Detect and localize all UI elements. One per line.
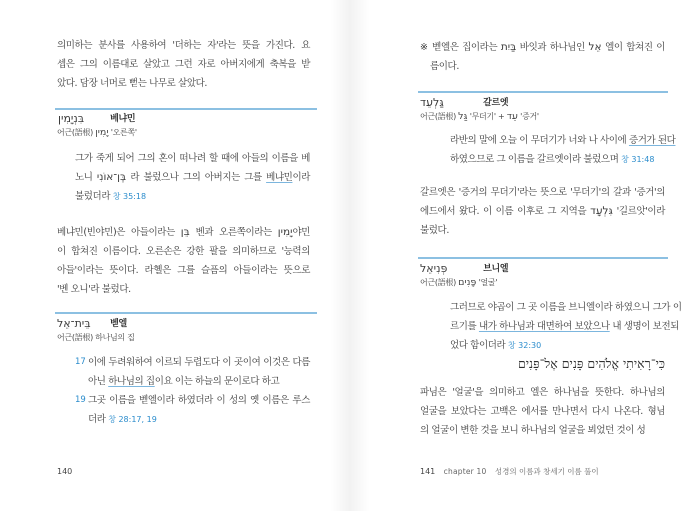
underlined-phrase: 증거가 된다 xyxy=(628,135,676,146)
text-run: 어근(語根) xyxy=(420,112,459,121)
text-run: 그곳 이름을 벧엘이라 하였더라 이 성의 옛 이름은 루스 xyxy=(88,395,310,406)
entry-korean-name: 벧엘 xyxy=(110,318,127,329)
text-run: 불렀다. xyxy=(420,225,449,236)
entry-root xyxy=(420,111,539,123)
text-run: '오른쪽' xyxy=(108,128,137,137)
scripture-quote xyxy=(75,149,310,206)
text-run: 이라 xyxy=(292,172,310,183)
underlined-phrase: 하나님의 집 xyxy=(108,376,155,387)
text-run: 아닌 xyxy=(88,376,109,387)
underlined-phrase: 베냐민 xyxy=(266,172,293,183)
text-run: 그러므로 야곱이 그 곳 이름을 브니엘이라 하였으니 그가 이 xyxy=(450,302,682,313)
text-run: 내 생명이 보전되 xyxy=(609,321,680,332)
hebrew-word: יָמִין xyxy=(95,127,109,138)
underlined-phrase: 내가 하나님과 대면하여 보았으나 xyxy=(478,321,610,332)
page-number: 141 xyxy=(420,467,436,476)
scripture-reference: 창 31:48 xyxy=(621,155,655,164)
hebrew-word: גַּל xyxy=(458,111,468,122)
text-line xyxy=(57,223,310,242)
hebrew-word: עֵד xyxy=(506,111,518,122)
text-run: 벤과 오른쪽이라는 xyxy=(189,227,278,238)
running-footer xyxy=(420,466,599,478)
entry-hebrew-name: בֵּית־אֵל xyxy=(57,316,91,330)
entry-korean-name: 브니엘 xyxy=(483,263,509,274)
entry-heading-bethel xyxy=(57,316,127,330)
entry-root xyxy=(57,127,137,139)
text-run: 에드에서 왔다. 이 이름 이후로 그 지역을 xyxy=(420,206,591,217)
text-line xyxy=(420,183,665,202)
entry-hebrew-name: פְּנִיאֵל xyxy=(420,261,448,275)
explanation-paragraph xyxy=(420,383,665,440)
text-run: 셉은 그의 이름대로 살았고 그런 자로 아버지에게 축복을 받 xyxy=(57,59,310,70)
entry-hebrew-name: גַּלְעֵד xyxy=(420,95,444,109)
text-run: 라반의 말에 오늘 이 무더기가 너와 나 사이에 xyxy=(450,135,629,146)
text-run: 었다 함이더라 xyxy=(450,340,508,351)
text-run: 바잇과 하나님인 xyxy=(516,42,589,53)
text-line xyxy=(420,221,665,240)
scripture-quote xyxy=(450,298,682,355)
verse-number: 19 xyxy=(75,395,86,405)
text-run: 야민 xyxy=(292,227,310,238)
text-run: 이 합쳐진 이름이다. 오른손은 강한 팔을 의미하므로 '능력의 xyxy=(57,246,310,257)
text-run: 름이다. xyxy=(430,61,459,72)
text-run: '무더기' + xyxy=(467,112,507,121)
text-line xyxy=(57,280,310,299)
entry-rule xyxy=(55,312,317,314)
text-run: 노니 xyxy=(75,172,97,183)
text-line xyxy=(420,383,665,402)
text-line xyxy=(450,131,676,150)
text-run: 베냐민(빈야민)은 아들이라는 xyxy=(57,227,181,238)
text-run: 아들'이라는 뜻이다. 라헬은 그를 슬픔의 아들이라는 뜻으로 xyxy=(57,265,310,276)
scripture-verse xyxy=(88,391,310,429)
text-run: '벤 오니'라 불렀다. xyxy=(57,284,131,295)
scripture-reference: 창 32:30 xyxy=(507,341,542,350)
entry-korean-name: 베냐민 xyxy=(110,113,136,124)
text-line xyxy=(57,55,310,74)
hebrew-word: פָּנִים xyxy=(458,277,477,288)
explanation-paragraph xyxy=(420,183,665,240)
entry-heading-galeed xyxy=(420,95,508,109)
text-line xyxy=(57,36,310,55)
text-run: 더라 xyxy=(88,414,109,425)
text-run: 르기를 xyxy=(450,321,479,332)
text-run: 하였으므로 그 이름을 갈르엣이라 불렀으며 xyxy=(450,154,622,165)
explanation-paragraph xyxy=(57,223,310,299)
text-run: 라 불렀으나 그의 아버지는 그를 xyxy=(126,172,267,183)
entry-rule xyxy=(55,108,317,110)
text-run: 의 얼굴이 변한 것을 보니 하나님의 얼굴을 뵈었던 것이 성 xyxy=(420,425,646,436)
entry-rule xyxy=(418,91,668,93)
text-run: 그가 죽게 되어 그의 혼이 떠나려 할 때에 아들의 이름을 베 xyxy=(75,153,310,164)
entry-heading-peniel xyxy=(420,261,508,275)
text-line xyxy=(420,402,665,421)
text-line xyxy=(88,372,310,391)
hebrew-word: יָמִין xyxy=(277,226,293,238)
text-line xyxy=(57,127,137,139)
text-line xyxy=(450,317,680,336)
text-run: ※ 벧엘은 집이라는 xyxy=(420,42,501,53)
text-run: '증거' xyxy=(517,112,539,121)
hebrew-word: גִּלְעָד xyxy=(590,205,613,217)
entry-rule xyxy=(418,257,668,259)
page-gutter-shadow xyxy=(330,0,370,511)
entry-korean-name: 갈르엣 xyxy=(483,97,509,108)
text-run: 불렀더라 xyxy=(75,191,113,202)
text-run: 이에 두려워하여 이르되 두렵도다 이 곳이여 이것은 다름 xyxy=(88,357,310,368)
intro-paragraph xyxy=(57,36,310,93)
page-number: 140 xyxy=(57,467,73,476)
hebrew-verse-line: כִּי־רָאִיתִי אֱלֹהִים פָּנִים אֶל־פָּנִים xyxy=(517,356,665,371)
verse-number: 17 xyxy=(75,357,86,367)
bethel-note xyxy=(420,38,665,76)
chapter-title: 성경의 이름과 창세기 이름 풀이 xyxy=(494,467,599,476)
entry-hebrew-name: בִּנְיָמִין xyxy=(58,111,85,125)
text-line xyxy=(450,150,665,169)
scripture-verse xyxy=(88,353,310,391)
entry-root xyxy=(57,332,135,344)
text-line xyxy=(420,421,665,440)
text-line xyxy=(75,187,310,206)
text-line xyxy=(57,242,310,261)
entry-root xyxy=(420,277,497,289)
scripture-reference: 창 28:17, 19 xyxy=(108,415,157,424)
hebrew-word: בַּיִת xyxy=(500,41,517,53)
text-run: 얼굴을 보았다는 고백은 에서를 만나면서 다시 나온다. 형님 xyxy=(420,406,665,417)
text-line xyxy=(420,38,665,57)
text-run: 파님은 '얼굴'을 의미하고 엘은 하나님을 뜻한다. 하나님의 xyxy=(420,387,665,398)
text-line xyxy=(75,149,310,168)
text-run: 어근(語根) xyxy=(420,278,459,287)
text-line xyxy=(450,336,665,355)
text-run: 어근(語根) xyxy=(57,128,96,137)
text-line xyxy=(420,111,539,123)
text-run: '길르앗'이라 xyxy=(612,206,665,217)
hebrew-word: אֵל xyxy=(588,41,602,53)
text-line xyxy=(88,391,310,410)
chapter-label: chapter 10 xyxy=(443,467,487,476)
text-run: 았다. 담장 너머로 뻗는 나무로 살았다. xyxy=(57,78,207,89)
text-line xyxy=(88,353,310,372)
text-line xyxy=(57,261,310,280)
text-line xyxy=(57,332,135,344)
text-line xyxy=(450,298,682,317)
scripture-reference: 창 35:18 xyxy=(112,192,147,201)
text-line xyxy=(57,74,310,93)
entry-heading-benjamin xyxy=(58,111,135,125)
hebrew-word: בֵּן xyxy=(180,226,190,238)
text-run: 갈르엣은 '증거의 무더기'라는 뜻으로 '무더기'의 갈과 '증거'의 xyxy=(420,187,665,198)
text-run: '얼굴' xyxy=(476,278,498,287)
hebrew-word: בֶּן־אוֹנִי xyxy=(96,171,127,183)
text-run: 어근(語根) 하나님의 집 xyxy=(57,333,135,342)
text-line xyxy=(88,410,310,429)
text-line xyxy=(75,168,310,187)
text-run: 이요 이는 하늘의 문이로다 하고 xyxy=(154,376,280,387)
text-run: 엘이 합쳐진 이 xyxy=(601,42,665,53)
scripture-quote xyxy=(450,131,676,169)
text-line xyxy=(420,202,665,221)
text-line xyxy=(420,57,665,76)
text-run: 의미하는 분사를 사용하여 '더하는 자'라는 뜻을 가진다. 요 xyxy=(57,40,310,51)
text-line xyxy=(420,277,497,289)
